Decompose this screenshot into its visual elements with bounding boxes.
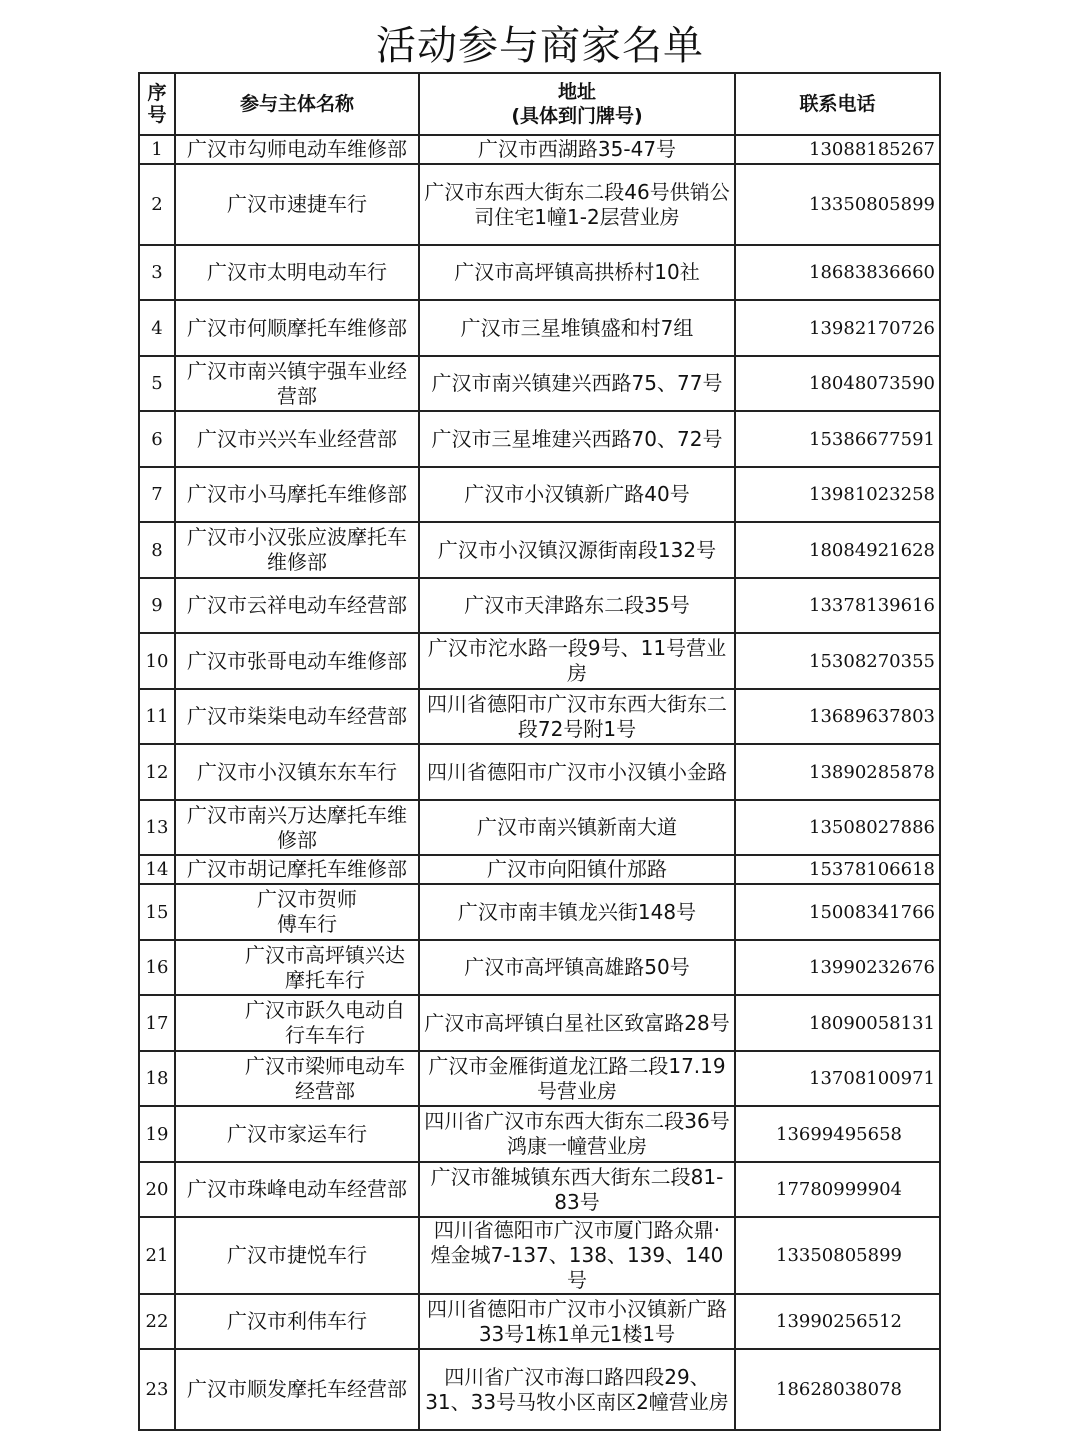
table-row <box>139 940 940 995</box>
row-seq: 17 <box>139 995 175 1051</box>
row-name: 广汉市贺师傅车行 <box>175 884 419 940</box>
row-phone: 13508027886 <box>735 800 940 855</box>
row-phone: 13990232676 <box>735 940 940 995</box>
row-seq: 14 <box>139 855 175 884</box>
row-address: 广汉市西湖路35-47号 <box>419 135 735 164</box>
table-row <box>139 884 940 940</box>
row-phone: 18683836660 <box>735 245 940 300</box>
row-seq: 22 <box>139 1294 175 1349</box>
row-seq: 18 <box>139 1051 175 1106</box>
table-row <box>139 411 940 467</box>
merchant-table <box>138 72 941 1431</box>
row-name: 广汉市南兴镇宇强车业经营部 <box>175 356 419 411</box>
row-seq: 1 <box>139 135 175 164</box>
table-row <box>139 1349 940 1430</box>
row-phone: 17780999904 <box>735 1162 940 1217</box>
row-address: 广汉市向阳镇什邡路 <box>419 855 735 884</box>
row-phone: 13378139616 <box>735 578 940 633</box>
row-name: 广汉市张哥电动车维修部 <box>175 633 419 689</box>
row-phone: 13350805899 <box>735 164 940 245</box>
row-name: 广汉市南兴万达摩托车维修部 <box>175 800 419 855</box>
row-name: 广汉市跃久电动自行车车行 <box>175 995 419 1051</box>
table-row <box>139 1106 940 1162</box>
row-phone: 13350805899 <box>735 1217 940 1294</box>
table-row <box>139 1051 940 1106</box>
table-row <box>139 467 940 522</box>
row-name: 广汉市兴兴车业经营部 <box>175 411 419 467</box>
table-row <box>139 744 940 800</box>
row-address: 广汉市雒城镇东西大街东二段81-83号 <box>419 1162 735 1217</box>
table-row <box>139 356 940 411</box>
row-address: 广汉市沱水路一段9号、11号营业房 <box>419 633 735 689</box>
row-phone: 15008341766 <box>735 884 940 940</box>
row-address: 广汉市三星堆建兴西路70、72号 <box>419 411 735 467</box>
row-address: 四川省德阳市广汉市小汉镇新广路33号1栋1单元1楼1号 <box>419 1294 735 1349</box>
row-phone: 15378106618 <box>735 855 940 884</box>
row-name: 广汉市梁师电动车经营部 <box>175 1051 419 1106</box>
table-body <box>139 135 940 1430</box>
row-name: 广汉市速捷车行 <box>175 164 419 245</box>
row-phone: 13890285878 <box>735 744 940 800</box>
row-seq: 15 <box>139 884 175 940</box>
row-seq: 8 <box>139 522 175 578</box>
row-address: 四川省广汉市海口路四段29、31、33号马牧小区南区2幢营业房 <box>419 1349 735 1430</box>
row-phone: 13088185267 <box>735 135 940 164</box>
row-name: 广汉市家运车行 <box>175 1106 419 1162</box>
table-row <box>139 578 940 633</box>
row-phone: 13708100971 <box>735 1051 940 1106</box>
row-seq: 5 <box>139 356 175 411</box>
row-name: 广汉市利伟车行 <box>175 1294 419 1349</box>
row-phone: 18090058131 <box>735 995 940 1051</box>
row-phone: 13699495658 <box>735 1106 940 1162</box>
row-address: 广汉市东西大街东二段46号供销公司住宅1幢1-2层营业房 <box>419 164 735 245</box>
table-row <box>139 164 940 245</box>
table-row <box>139 135 940 164</box>
row-phone: 13689637803 <box>735 689 940 744</box>
row-seq: 16 <box>139 940 175 995</box>
row-seq: 9 <box>139 578 175 633</box>
row-phone: 13981023258 <box>735 467 940 522</box>
table-row <box>139 855 940 884</box>
row-seq: 4 <box>139 300 175 356</box>
row-address: 广汉市高坪镇高雄路50号 <box>419 940 735 995</box>
row-seq: 20 <box>139 1162 175 1217</box>
header-phone: 联系电话 <box>735 73 940 135</box>
row-address: 广汉市南兴镇新南大道 <box>419 800 735 855</box>
row-name: 广汉市小马摩托车维修部 <box>175 467 419 522</box>
row-name: 广汉市云祥电动车经营部 <box>175 578 419 633</box>
table-row <box>139 800 940 855</box>
row-seq: 11 <box>139 689 175 744</box>
row-address: 广汉市小汉镇汉源街南段132号 <box>419 522 735 578</box>
row-address: 四川省广汉市东西大街东二段36号鸿康一幢营业房 <box>419 1106 735 1162</box>
row-address: 四川省德阳市广汉市厦门路众鼎·煌金城7-137、138、139、140号 <box>419 1217 735 1294</box>
row-phone: 15386677591 <box>735 411 940 467</box>
row-name: 广汉市胡记摩托车维修部 <box>175 855 419 884</box>
page-title: 活动参与商家名单 <box>376 23 704 69</box>
row-name: 广汉市捷悦车行 <box>175 1217 419 1294</box>
row-address: 广汉市高坪镇白星社区致富路28号 <box>419 995 735 1051</box>
table-row <box>139 1217 940 1294</box>
row-name: 广汉市勾师电动车维修部 <box>175 135 419 164</box>
header-name: 参与主体名称 <box>175 73 419 135</box>
row-address: 广汉市天津路东二段35号 <box>419 578 735 633</box>
row-phone: 13982170726 <box>735 300 940 356</box>
row-name: 广汉市小汉镇东东车行 <box>175 744 419 800</box>
row-address: 广汉市金雁街道龙江路二段17.19号营业房 <box>419 1051 735 1106</box>
row-phone: 18628038078 <box>735 1349 940 1430</box>
table-row <box>139 1162 940 1217</box>
table-header-row <box>139 73 940 135</box>
row-address: 广汉市三星堆镇盛和村7组 <box>419 300 735 356</box>
row-seq: 10 <box>139 633 175 689</box>
row-phone: 13990256512 <box>735 1294 940 1349</box>
row-address: 广汉市高坪镇高拱桥村10社 <box>419 245 735 300</box>
row-name: 广汉市高坪镇兴达摩托车行 <box>175 940 419 995</box>
row-phone: 18084921628 <box>735 522 940 578</box>
row-name: 广汉市柒柒电动车经营部 <box>175 689 419 744</box>
row-name: 广汉市小汉张应波摩托车维修部 <box>175 522 419 578</box>
row-name: 广汉市珠峰电动车经营部 <box>175 1162 419 1217</box>
table-row <box>139 995 940 1051</box>
table-row <box>139 689 940 744</box>
row-name: 广汉市顺发摩托车经营部 <box>175 1349 419 1430</box>
table-row <box>139 300 940 356</box>
row-seq: 19 <box>139 1106 175 1162</box>
row-seq: 12 <box>139 744 175 800</box>
table-row <box>139 522 940 578</box>
header-address: 地址 (具体到门牌号) <box>419 73 735 135</box>
header-seq: 序号 <box>139 73 175 135</box>
row-name: 广汉市何顺摩托车维修部 <box>175 300 419 356</box>
row-address: 四川省德阳市广汉市东西大街东二段72号附1号 <box>419 689 735 744</box>
row-seq: 7 <box>139 467 175 522</box>
row-seq: 21 <box>139 1217 175 1294</box>
table-row <box>139 245 940 300</box>
row-name: 广汉市太明电动车行 <box>175 245 419 300</box>
row-seq: 13 <box>139 800 175 855</box>
row-seq: 6 <box>139 411 175 467</box>
row-address: 广汉市南丰镇龙兴街148号 <box>419 884 735 940</box>
row-address: 四川省德阳市广汉市小汉镇小金路 <box>419 744 735 800</box>
row-phone: 18048073590 <box>735 356 940 411</box>
row-seq: 2 <box>139 164 175 245</box>
row-phone: 15308270355 <box>735 633 940 689</box>
table-row <box>139 633 940 689</box>
row-address: 广汉市南兴镇建兴西路75、77号 <box>419 356 735 411</box>
row-address: 广汉市小汉镇新广路40号 <box>419 467 735 522</box>
table-row <box>139 1294 940 1349</box>
row-seq: 23 <box>139 1349 175 1430</box>
row-seq: 3 <box>139 245 175 300</box>
